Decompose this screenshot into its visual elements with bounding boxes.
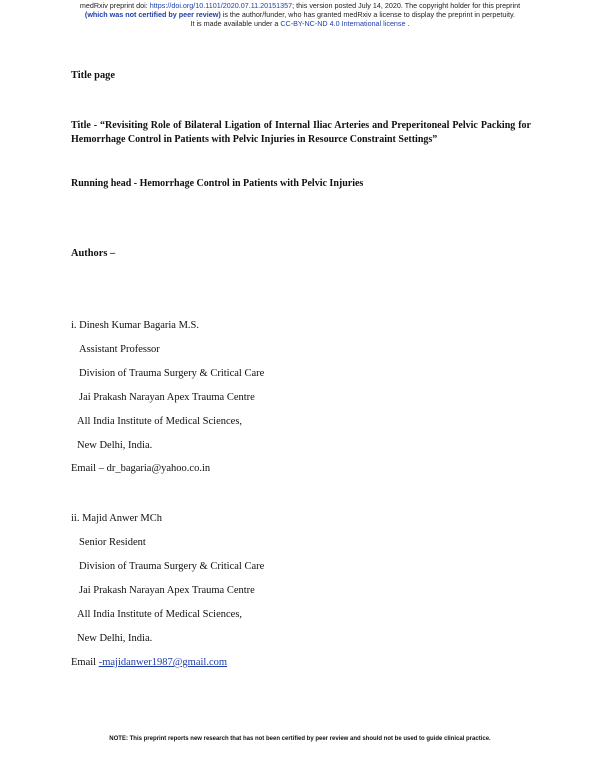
author-2-division: Division of Trauma Surgery & Critical Care bbox=[79, 561, 265, 572]
author-2-email-link[interactable]: -majidanwer1987@gmail.com bbox=[98, 657, 228, 668]
license-link[interactable]: CC-BY-NC-ND 4.0 International license bbox=[280, 19, 406, 28]
author-1-centre: Jai Prakash Narayan Apex Trauma Centre bbox=[79, 392, 255, 403]
banner-license-prefix: It is made available under a bbox=[190, 19, 281, 28]
banner-copyright-text: ; this version posted July 14, 2020. The copyright holder for this preprint bbox=[292, 1, 521, 10]
preprint-banner bbox=[0, 1, 600, 28]
banner-line-1 bbox=[0, 1, 600, 10]
paper-title: Title - “Revisiting Role of Bilateral Ligation of Internal Iliac Arteries and Preperitoneal Pelvic Packing for Hemorrhage Control in Patients with Pelvic Injuries in Resource Constraint Settings” bbox=[71, 120, 531, 145]
banner-line-3 bbox=[0, 19, 600, 28]
authors-label: Authors – bbox=[71, 248, 116, 259]
author-1-institute: All India Institute of Medical Sciences, bbox=[77, 416, 243, 427]
author-1-name: i. Dinesh Kumar Bagaria M.S. bbox=[71, 320, 200, 331]
author-2-city: New Delhi, India. bbox=[77, 633, 153, 644]
author-2-position: Senior Resident bbox=[79, 537, 146, 548]
author-2-institute: All India Institute of Medical Sciences, bbox=[77, 609, 243, 620]
author-2-email-label: Email bbox=[71, 657, 99, 668]
author-1-position: Assistant Professor bbox=[79, 344, 160, 355]
banner-peer-review-note: (which was not certified by peer review) bbox=[84, 10, 221, 19]
banner-doi-prefix: medRxiv preprint doi: bbox=[79, 1, 150, 10]
author-1-email: Email – dr_bagaria@yahoo.co.in bbox=[71, 463, 211, 474]
banner-license-suffix: . bbox=[405, 19, 410, 28]
author-1-division: Division of Trauma Surgery & Critical Care bbox=[79, 368, 265, 379]
title-page-label: Title page bbox=[71, 70, 115, 81]
author-2-centre: Jai Prakash Narayan Apex Trauma Centre bbox=[79, 585, 255, 596]
banner-line-2 bbox=[0, 10, 600, 19]
author-2-email bbox=[71, 657, 227, 669]
preprint-disclaimer: NOTE: This preprint reports new research that has not been certified by peer review and should not be used to guide clinical practice. bbox=[109, 736, 491, 742]
running-head: Running head - Hemorrhage Control in Patients with Pelvic Injuries bbox=[71, 178, 364, 189]
author-2-name: ii. Majid Anwer MCh bbox=[71, 513, 162, 524]
banner-license-text: is the author/funder, who has granted medRxiv a license to display the preprint in perpetuity. bbox=[220, 10, 516, 19]
doi-link[interactable]: https://doi.org/10.1101/2020.07.11.20151357 bbox=[149, 1, 293, 10]
author-1-city: New Delhi, India. bbox=[77, 440, 153, 451]
